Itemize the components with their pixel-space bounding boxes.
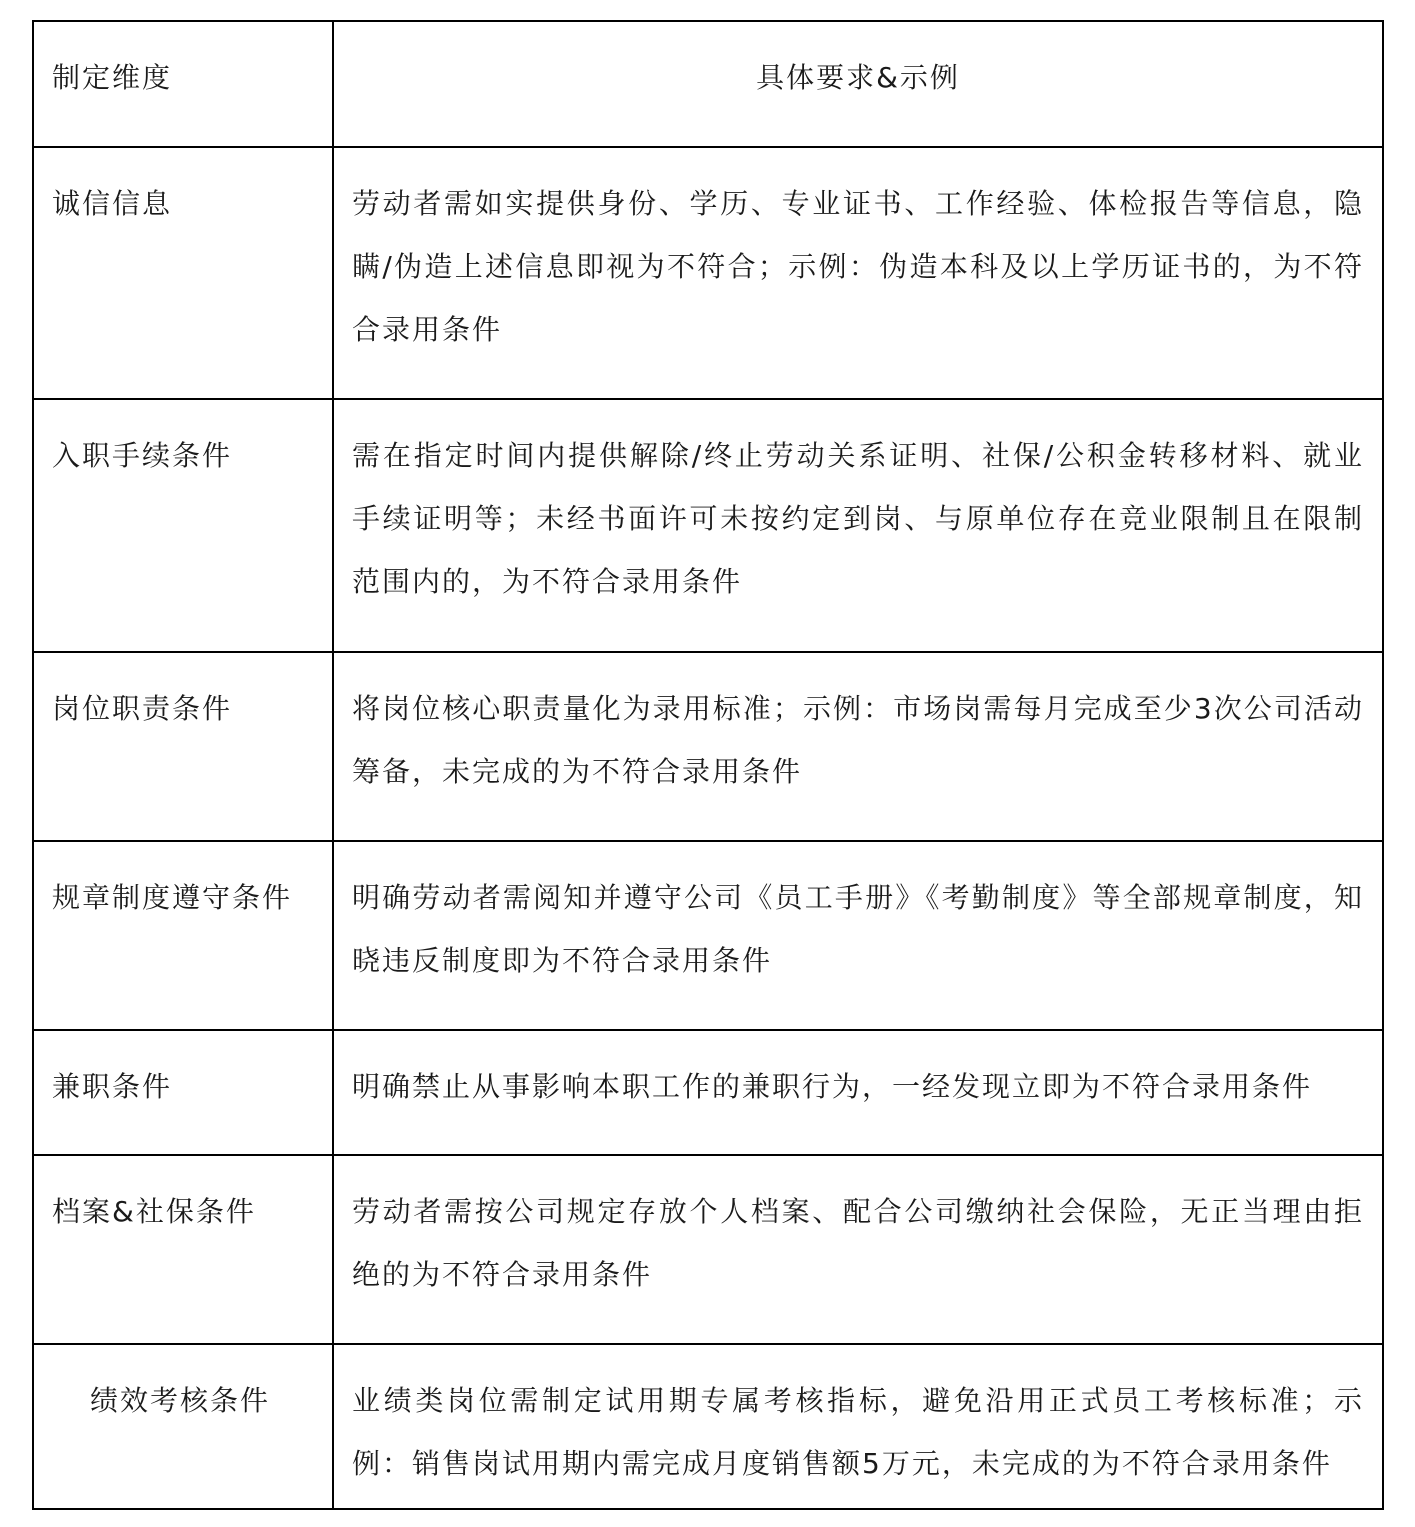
table-row (33, 1030, 1383, 1155)
table-row (33, 147, 1383, 399)
dimension-cell: 入职手续条件 (33, 399, 333, 652)
dimension-cell: 绩效考核条件 (33, 1344, 333, 1509)
dimension-cell: 规章制度遵守条件 (33, 841, 333, 1030)
table-row (33, 1155, 1383, 1344)
requirement-cell: 业绩类岗位需制定试用期专属考核指标，避免沿用正式员工考核标准；示例：销售岗试用期内需完成月度销售额5万元，未完成的为不符合录用条件 (333, 1344, 1383, 1509)
table-row (33, 399, 1383, 652)
requirements-table (32, 20, 1384, 1510)
requirement-cell: 明确禁止从事影响本职工作的兼职行为，一经发现立即为不符合录用条件 (333, 1030, 1383, 1155)
requirement-cell: 劳动者需如实提供身份、学历、专业证书、工作经验、体检报告等信息，隐瞒/伪造上述信息即视为不符合；示例：伪造本科及以上学历证书的，为不符合录用条件 (333, 147, 1383, 399)
table-header-row (33, 21, 1383, 147)
dimension-cell: 岗位职责条件 (33, 652, 333, 841)
dimension-cell: 诚信信息 (33, 147, 333, 399)
requirement-cell: 需在指定时间内提供解除/终止劳动关系证明、社保/公积金转移材料、就业手续证明等；未经书面许可未按约定到岗、与原单位存在竞业限制且在限制范围内的，为不符合录用条件 (333, 399, 1383, 652)
table-row (33, 652, 1383, 841)
dimension-cell: 兼职条件 (33, 1030, 333, 1155)
table-row (33, 1344, 1383, 1509)
dimension-cell: 档案&社保条件 (33, 1155, 333, 1344)
table-row (33, 841, 1383, 1030)
header-requirement-cell: 具体要求&示例 (333, 21, 1383, 147)
header-dimension-cell: 制定维度 (33, 21, 333, 147)
requirement-cell: 将岗位核心职责量化为录用标准；示例：市场岗需每月完成至少3次公司活动筹备，未完成的为不符合录用条件 (333, 652, 1383, 841)
requirement-cell: 劳动者需按公司规定存放个人档案、配合公司缴纳社会保险，无正当理由拒绝的为不符合录用条件 (333, 1155, 1383, 1344)
requirement-cell: 明确劳动者需阅知并遵守公司《员工手册》《考勤制度》等全部规章制度，知晓违反制度即为不符合录用条件 (333, 841, 1383, 1030)
